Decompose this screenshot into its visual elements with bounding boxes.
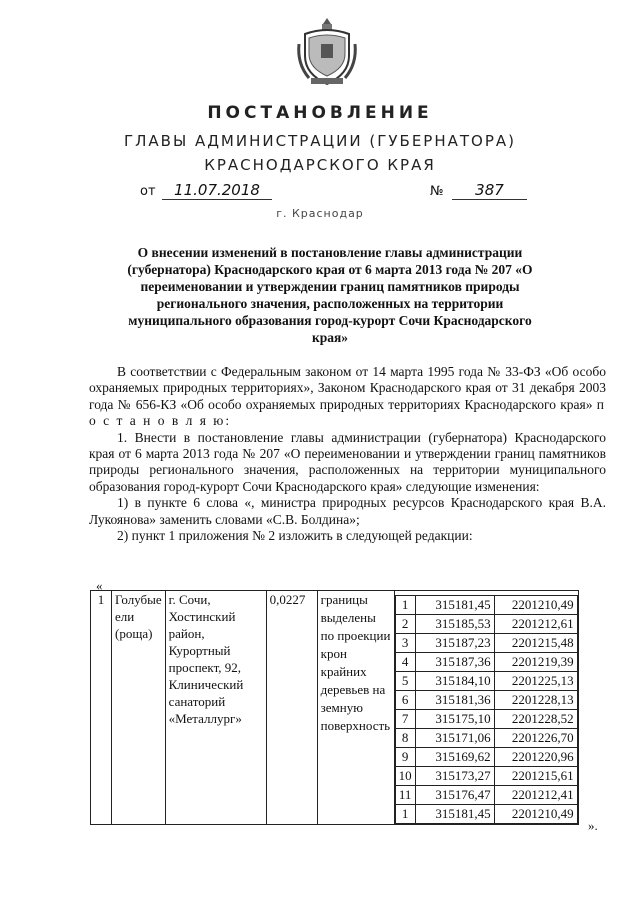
y-coordinate: 2201228,13 — [494, 691, 577, 710]
natural-monument-table — [90, 590, 579, 825]
x-coordinate: 315187,36 — [415, 653, 494, 672]
coordinate-row — [395, 767, 577, 786]
opening-quote: « — [96, 578, 103, 593]
boundary-description: границы выделены по проекции крон крайних деревьев на земную поверхность — [317, 591, 394, 825]
point-index: 3 — [395, 634, 415, 653]
point-index: 1 — [395, 596, 415, 615]
item-1-paragraph: 1. Внести в постановление главы администрации (губернатора) Краснодарского края от 6 марта 2013 года № 207 «О переименовании и утверждении границ памятников природы регионального значения, расположенных на территории муниципального образования город-курорт Сочи Краснодарского края» следующие изменения: — [89, 429, 606, 494]
x-coordinate: 315176,47 — [415, 786, 494, 805]
date-number-line — [140, 181, 560, 205]
closing-quote: ». — [588, 818, 598, 833]
y-coordinate: 2201219,39 — [494, 653, 577, 672]
resolution-title: О внесении изменений в постановление главы администрации (губернатора) Краснодарского края от 6 марта 2013 года № 207 «О переименовании и утверждении границ памятников природы регионального значения, расположенных на территории муниципального образования город-курорт Сочи Краснодарского края» — [127, 245, 533, 345]
point-index: 11 — [395, 786, 415, 805]
y-coordinate: 2201210,49 — [494, 596, 577, 615]
x-coordinate: 315185,53 — [415, 615, 494, 634]
point-index: 5 — [395, 672, 415, 691]
resolve-word: п о с т а н о в л я ю: — [89, 396, 607, 429]
y-coordinate: 2201215,61 — [494, 767, 577, 786]
x-coordinate: 315171,06 — [415, 729, 494, 748]
coordinate-row — [395, 748, 577, 767]
coordinate-row — [395, 596, 577, 615]
y-coordinate: 2201228,52 — [494, 710, 577, 729]
y-coordinate: 2201225,13 — [494, 672, 577, 691]
y-coordinate: 2201215,48 — [494, 634, 577, 653]
preamble-paragraph — [89, 364, 606, 430]
table-row — [91, 591, 579, 825]
monument-area: 0,0227 — [266, 591, 317, 825]
monument-location: г. Сочи, Хостинский район, Курортный проспект, 92, Клинический санаторий «Металлург» — [165, 591, 266, 825]
coat-of-arms-emblem — [295, 14, 359, 90]
number-label: № — [430, 184, 444, 199]
region-heading: КРАСНОДАРСКОГО КРАЯ — [204, 156, 436, 174]
handwritten-date: 11.07.2018 — [162, 181, 272, 200]
coordinates-cell — [394, 591, 578, 825]
coordinate-row — [395, 653, 577, 672]
x-coordinate: 315184,10 — [415, 672, 494, 691]
coordinate-row — [395, 710, 577, 729]
x-coordinate: 315181,45 — [415, 805, 494, 824]
document-type-heading: ПОСТАНОВЛЕНИЕ — [207, 103, 433, 123]
coordinate-row — [395, 729, 577, 748]
coordinate-row — [395, 805, 577, 824]
x-coordinate: 315173,27 — [415, 767, 494, 786]
handwritten-number: 387 — [452, 181, 527, 200]
row-number: 1 — [91, 591, 112, 825]
point-index: 4 — [395, 653, 415, 672]
y-coordinate: 2201212,61 — [494, 615, 577, 634]
point-index: 2 — [395, 615, 415, 634]
x-coordinate: 315181,36 — [415, 691, 494, 710]
issuer-heading: ГЛАВЫ АДМИНИСТРАЦИИ (ГУБЕРНАТОРА) — [123, 132, 517, 150]
point-index: 1 — [395, 805, 415, 824]
coordinates-table — [395, 595, 578, 824]
x-coordinate: 315169,62 — [415, 748, 494, 767]
x-coordinate: 315175,10 — [415, 710, 494, 729]
coordinate-row — [395, 672, 577, 691]
x-coordinate: 315187,23 — [415, 634, 494, 653]
coordinate-row — [395, 691, 577, 710]
coordinate-row — [395, 615, 577, 634]
point-index: 7 — [395, 710, 415, 729]
date-from-label: от — [140, 184, 156, 199]
coordinate-row — [395, 634, 577, 653]
y-coordinate: 2201210,49 — [494, 805, 577, 824]
coordinate-row — [395, 786, 577, 805]
subitem-2-paragraph: 2) пункт 1 приложения № 2 изложить в следующей редакции: — [117, 528, 473, 544]
point-index: 6 — [395, 691, 415, 710]
city-label: г. Краснодар — [276, 207, 364, 220]
y-coordinate: 2201226,70 — [494, 729, 577, 748]
y-coordinate: 2201220,96 — [494, 748, 577, 767]
resolution-body — [89, 364, 606, 544]
point-index: 8 — [395, 729, 415, 748]
preamble-text: В соответствии с Федеральным законом от 14 марта 1995 года № 33-ФЗ «Об особо охраняемых природных территориях», Законом Краснодарского края от 31 декабря 2003 года № 656-КЗ «Об особо охраняемых природных территориях Краснодарского края» — [89, 364, 606, 412]
y-coordinate: 2201212,41 — [494, 786, 577, 805]
x-coordinate: 315181,45 — [415, 596, 494, 615]
monument-name: Голубые ели (роща) — [112, 591, 166, 825]
point-index: 10 — [395, 767, 415, 786]
point-index: 9 — [395, 748, 415, 767]
subitem-1-paragraph: 1) в пункте 6 слова «, министра природных ресурсов Краснодарского края В.А. Лукоянова» заменить словами «С.В. Болдина»; — [89, 495, 606, 527]
